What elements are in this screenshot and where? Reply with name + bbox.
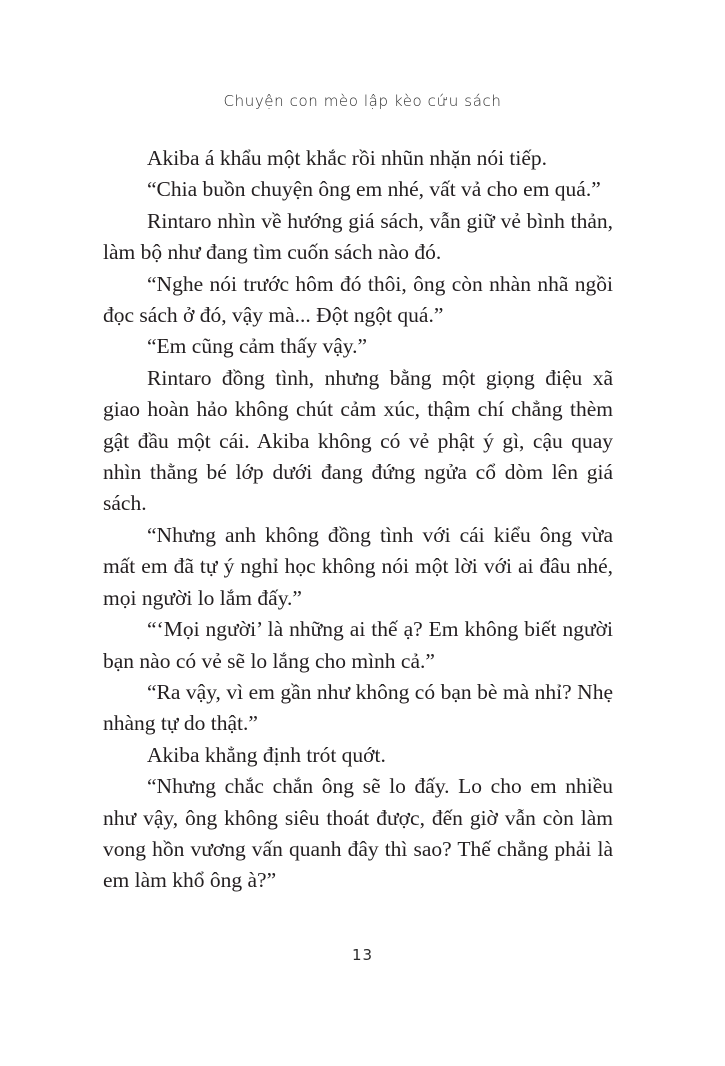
paragraph: “‘Mọi người’ là những ai thế ạ? Em không biết người bạn nào có vẻ sẽ lo lắng cho mình cả.” [103,617,613,673]
paragraph: Akiba khẳng định trót quớt. [147,742,386,767]
paragraph: “Chia buồn chuyện ông em nhé, vất vả cho em quá.” [147,177,601,202]
paragraph: “Em cũng cảm thấy vậy.” [147,334,368,359]
paragraph: Rintaro nhìn về hướng giá sách, vẫn giữ vẻ bình thản, làm bộ như đang tìm cuốn sách nào đó. [103,208,613,265]
page-number: 13 [351,946,374,964]
paragraph: “Nhưng chắc chắn ông sẽ lo đấy. Lo cho em nhiều như vậy, ông không siêu thoát được, đến giờ vẫn còn làm vong hồn vương vấn quanh đây thì sao? Thế chẳng phải là em làm khổ ông à?” [103,774,613,893]
paragraph: Akiba á khẩu một khắc rồi nhũn nhặn nói tiếp. [147,146,548,170]
paragraph: “Nghe nói trước hôm đó thôi, ông còn nhàn nhã ngồi đọc sách ở đó, vậy mà... Đột ngột quá.” [103,271,613,328]
paragraph: “Ra vậy, vì em gần như không có bạn bè mà nhỉ? Nhẹ nhàng tự do thật.” [103,679,613,736]
paragraph: “Nhưng anh không đồng tình với cái kiểu ông vừa mất em đã tự ý nghỉ học không nói một lời với ai đâu nhé, mọi người lo lắm đấy.” [103,522,613,610]
body-text [103,143,613,897]
paragraph: Rintaro đồng tình, nhưng bằng một giọng điệu xã giao hoàn hảo không chút cảm xúc, thậm chí chẳng thèm gật đầu một cái. Akiba không có vẻ phật ý gì, cậu quay nhìn thằng bé lớp dưới đang đứng ngửa cổ dòm lên giá sách. [103,365,613,516]
running-header: Chuyện con mèo lập kèo cứu sách [223,92,502,110]
